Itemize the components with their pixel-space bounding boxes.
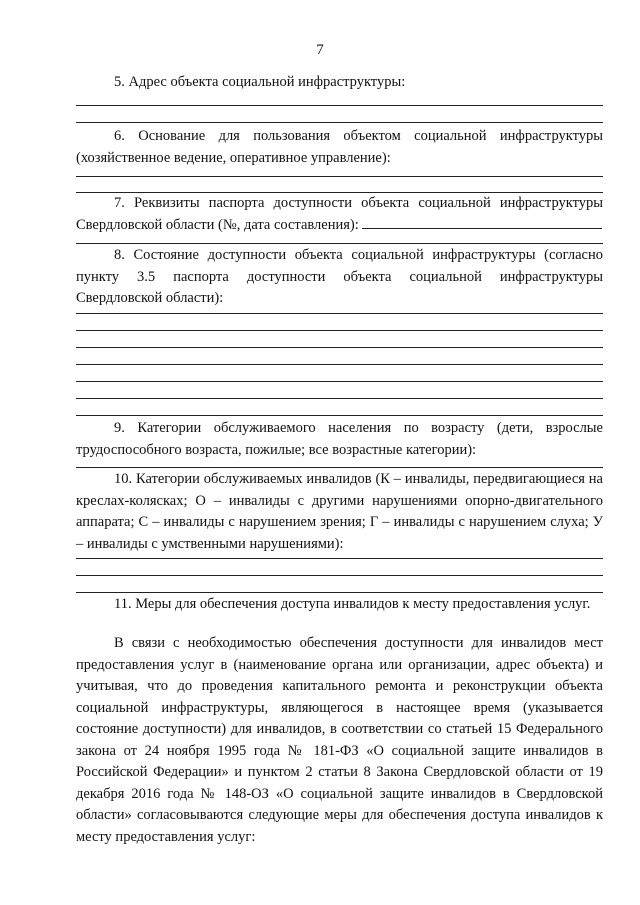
fill-line: [76, 575, 603, 576]
fill-line: [76, 398, 603, 399]
agreement-paragraph: В связи с необходимостью обеспечения доступности для инвалидов мест предоставления услуг в (наименование органа или организации, адрес объекта) и учитывая, что до проведения капитального ремонта и реконструкции объекта социальной инфраструктуры, являющегося в настоящее время (указывается состояние доступности) для инвалидов, в соответствии со статьей 15 Федерального закона от 24 ноября 1995 года № 181-ФЗ «О социальной защите инвалидов в Российской Федерации» и пунктом 2 статьи 8 Закона Свердловской области от 19 декабря 2016 года № 148-ОЗ «О социальной защите инвалидов в Свердловской области» согласовываются следующие меры для обеспечения доступа инвалидов к месту предоставления услуг:: [76, 635, 603, 845]
fill-line: [76, 176, 603, 177]
fill-line: [76, 330, 603, 331]
fill-line: [76, 122, 603, 123]
fill-line: [76, 347, 603, 348]
item-7-passport-details: [76, 193, 603, 236]
item-7-text: 7. Реквизиты паспорта доступности объекта социальной инфраструктуры Свердловской области (№, дата составления):: [76, 195, 603, 233]
item-6-basis: 6. Основание для пользования объектом социальной инфраструктуры (хозяйственное ведение, оперативное управление):: [76, 128, 603, 166]
fill-line: [76, 105, 603, 106]
fill-line: [76, 415, 603, 416]
item-10-disability-categories: 10. Категории обслуживаемых инвалидов (К – инвалиды, передвигающиеся на креслах-колясках; О – инвалиды с другими нарушениями опорно-двигательного аппарата; С – инвалиды с нарушением зрения; Г – инвалиды с нарушением слуха; У – инвалиды с умственными нарушениями):: [76, 471, 603, 552]
fill-line: [76, 592, 603, 593]
fill-line: [76, 467, 603, 468]
fill-line: [76, 313, 603, 314]
page-number: 7: [316, 42, 324, 58]
item-11-access-measures: 11. Меры для обеспечения доступа инвалидов к месту предоставления услуг.: [114, 596, 591, 612]
fill-line: [76, 558, 603, 559]
item-8-accessibility-state: 8. Состояние доступности объекта социальной инфраструктуры (согласно пункту 3.5 паспорта доступности объекта социальной инфраструктуры Свердловской области):: [76, 247, 603, 306]
item-5-address: 5. Адрес объекта социальной инфраструктуры:: [114, 74, 406, 90]
fill-line: [76, 381, 603, 382]
fill-inline-line: [362, 216, 602, 229]
item-9-age-categories: 9. Категории обслуживаемого населения по возрасту (дети, взрослые трудоспособного возраста, пожилые; все возрастные категории):: [76, 420, 603, 458]
fill-line: [76, 364, 603, 365]
fill-line: [76, 243, 603, 244]
